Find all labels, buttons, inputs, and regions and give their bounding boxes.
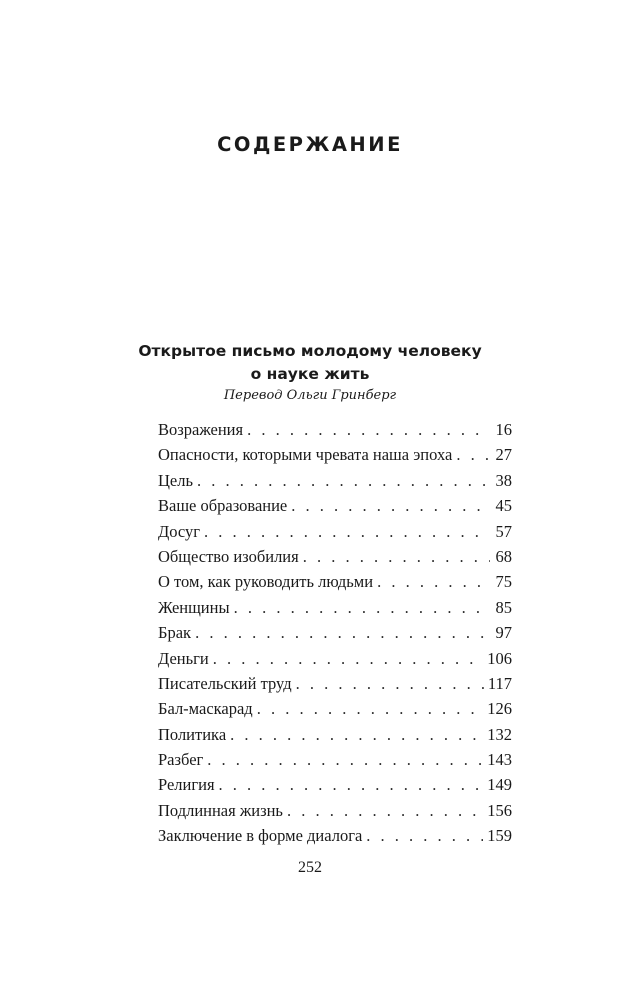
section-heading	[0, 340, 620, 386]
toc-entry[interactable]	[158, 646, 512, 671]
toc-entry-title: Бал-маскарад	[158, 699, 253, 719]
table-of-contents	[158, 417, 512, 849]
toc-entry-title: Подлинная жизнь	[158, 800, 283, 820]
toc-entry-page: 97	[495, 623, 512, 643]
toc-entry-title: Деньги	[158, 648, 209, 668]
toc-dot-leader	[291, 493, 490, 518]
toc-dot-leader	[197, 468, 490, 493]
page-title: СОДЕРЖАНИЕ	[217, 133, 403, 156]
toc-entry-title: Цель	[158, 470, 193, 490]
toc-entry-page: 132	[487, 724, 512, 744]
toc-dot-leader	[195, 620, 490, 645]
toc-entry-page: 16	[495, 420, 512, 439]
toc-dot-leader	[230, 722, 483, 747]
toc-entry-page: 149	[487, 775, 512, 795]
toc-entry-title: Брак	[158, 623, 192, 643]
toc-entry[interactable]	[158, 493, 512, 518]
toc-entry-page: 117	[487, 673, 512, 693]
toc-entry[interactable]	[158, 595, 512, 620]
toc-dot-leader	[207, 747, 483, 772]
toc-dot-leader	[247, 417, 490, 442]
toc-entry-title: О том, как руководить людьми	[158, 572, 374, 592]
toc-dot-leader	[257, 696, 484, 721]
toc-entry-page: 156	[487, 800, 512, 820]
toc-dot-leader	[287, 798, 483, 823]
toc-entry[interactable]	[158, 747, 512, 772]
toc-entry-title: Возражения	[158, 420, 244, 439]
toc-entry-title: Заключение в форме диалога	[158, 826, 363, 846]
translator-credit: Перевод Ольги Гринберг	[223, 388, 397, 403]
toc-entry-page: 38	[495, 470, 512, 490]
toc-entry[interactable]	[158, 417, 512, 442]
toc-entry-title: Ваше образование	[158, 496, 288, 516]
toc-entry[interactable]	[158, 696, 512, 721]
toc-entry[interactable]	[158, 823, 512, 848]
toc-entry[interactable]	[158, 620, 512, 645]
toc-entry[interactable]	[158, 722, 512, 747]
section-heading-line-1: Открытое письмо молодому человеку	[138, 342, 482, 360]
toc-dot-leader	[296, 671, 484, 696]
toc-dot-leader	[204, 519, 490, 544]
toc-entry[interactable]	[158, 442, 512, 467]
toc-entry-page: 27	[495, 445, 512, 465]
toc-dot-leader	[456, 442, 490, 467]
toc-entry-title: Религия	[158, 775, 215, 795]
toc-entry[interactable]	[158, 671, 512, 696]
toc-dot-leader	[219, 772, 484, 797]
toc-entry-page: 85	[495, 597, 512, 617]
page-number: 252	[298, 859, 322, 876]
toc-dot-leader	[303, 544, 490, 569]
toc-entry-page: 159	[487, 826, 512, 846]
toc-entry-page: 68	[495, 546, 512, 566]
toc-dot-leader	[366, 823, 483, 848]
toc-entry-page: 143	[487, 750, 512, 770]
toc-entry-page: 45	[495, 496, 512, 516]
toc-dot-leader	[377, 569, 490, 594]
toc-entry-title: Женщины	[158, 597, 230, 617]
toc-entry[interactable]	[158, 772, 512, 797]
toc-entry-page: 106	[487, 648, 512, 668]
toc-entry-title: Общество изобилия	[158, 546, 299, 566]
toc-entry[interactable]	[158, 519, 512, 544]
toc-entry[interactable]	[158, 569, 512, 594]
section-heading-line-2: о науке жить	[250, 365, 370, 383]
toc-entry-page: 126	[487, 699, 512, 719]
toc-entry-title: Писательский труд	[158, 673, 292, 693]
toc-entry-title: Досуг	[158, 521, 201, 541]
toc-entry[interactable]	[158, 798, 512, 823]
toc-dot-leader	[234, 595, 490, 620]
toc-entry[interactable]	[158, 544, 512, 569]
toc-entry-page: 75	[495, 572, 512, 592]
toc-entry[interactable]	[158, 468, 512, 493]
toc-entry-page: 57	[495, 521, 512, 541]
toc-entry-title: Опасности, которыми чревата наша эпоха	[158, 445, 453, 465]
toc-entry-title: Политика	[158, 724, 227, 744]
toc-dot-leader	[213, 646, 484, 671]
toc-entry-title: Разбег	[158, 750, 204, 770]
